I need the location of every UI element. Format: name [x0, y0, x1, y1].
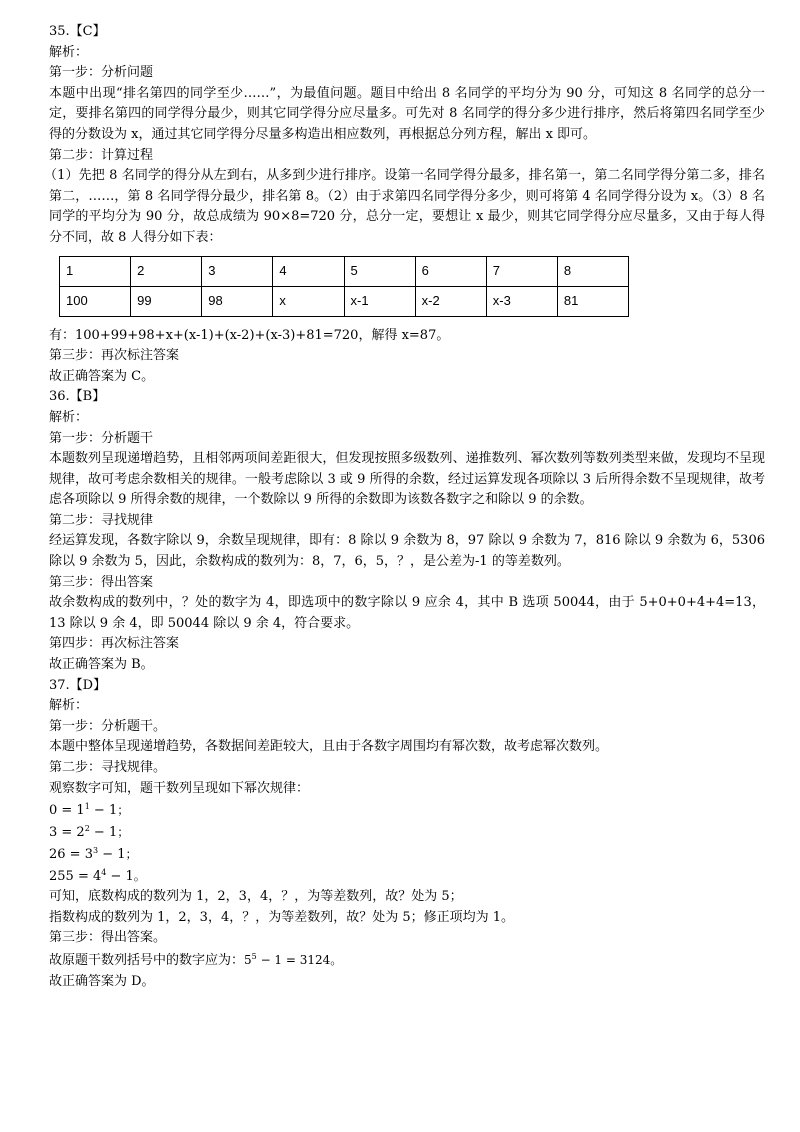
q37-exp-text: 指数构成的数列为 1，2，3，4，？，为等差数列，故？处为 5；修正项均为 1。 — [49, 909, 515, 925]
score-table-rank-row — [60, 256, 629, 286]
q35-step1-text: 本题中出现“排名第四的同学至少……”，为最值问题。题目中给出 8 名同学的平均分为 90 分，可知这 8 名同学的总分一定，要排名第四的同学得分最少，则其它同学得分应尽量多。可先对 8 名同学的得分多少进行排序，然后将第四名同学至少得的分数设为 x，通过其它同学得分尽量多构造出相应数列，再根据总分列方程，解出 x 即可。 — [49, 85, 765, 142]
score-table — [59, 256, 629, 317]
q35-step2-title: 第二步：计算过程 — [49, 147, 154, 163]
table-cell: 4 — [273, 256, 344, 286]
q35-title: 35.【C】 — [49, 24, 106, 39]
power-formula: $3 = 2^2 - 1$； — [49, 824, 130, 841]
table-cell: 98 — [202, 286, 273, 316]
q35-step2-text: （1）先把 8 名同学的得分从左到右，从多到少进行排序。设第一名同学得分最多，排名第一，第二名同学得分第二多，排名第二，……，第 8 名同学得分最少，排名第 8。（2）由于求第四名同学得分多少，则可将第 4 名同学得分设为 x。（3）8 名同学的平均分为 90 分，故总成绩为 90×8=720 分，总分一定，要想让 x 最少，则其它同学得分应尽量多，又由于每人得分不同，故 8 人得分如下表： — [44, 168, 765, 245]
table-cell: x-2 — [415, 286, 486, 316]
q35-conclusion: 故正确答案为 C。 — [49, 368, 155, 384]
q36-step3-title: 第三步：得出答案 — [49, 574, 154, 590]
q37-step2-title: 第二步：寻找规律。 — [49, 760, 167, 775]
table-cell: 5 — [344, 256, 415, 286]
table-cell: 1 — [60, 256, 131, 286]
q37-analysis-label: 解析： — [49, 698, 89, 714]
q36-analysis-label: 解析： — [49, 409, 89, 425]
table-cell: 6 — [415, 256, 486, 286]
q35-step3-title: 第三步：再次标注答案 — [49, 348, 180, 364]
table-cell: 3 — [202, 256, 273, 286]
table-cell: 99 — [131, 286, 202, 316]
table-cell: x-1 — [344, 286, 415, 316]
table-cell: x-3 — [486, 286, 557, 316]
table-cell: 2 — [131, 256, 202, 286]
table-cell: 7 — [486, 256, 557, 286]
q37-conclusion: 故正确答案为 D。 — [49, 973, 155, 989]
answer-page — [44, 22, 765, 992]
q36-step2-title: 第二步：寻找规律 — [49, 512, 154, 528]
power-formula: $0 = 1^1 - 1$； — [49, 802, 130, 819]
q36-step4-title: 第四步：再次标注答案 — [49, 636, 180, 652]
q37-final-answer-line: 故原题干数列括号中的数字应为：$5^5 - 1 = 3124$。 — [49, 951, 343, 968]
q35-analysis-label: 解析： — [49, 44, 89, 60]
table-cell: 81 — [557, 286, 628, 316]
q36-step1-text: 本题数列呈现递增趋势，且相邻两项间差距很大，但发现按照多级数列、递推数列、幂次数列等数列类型来做，发现均不呈现规律，故可考虑余数相关的规律。一般考虑除以 3 或 9 所得的余数，经过运算发现各项除以 3 后所得余数不呈现规律，故考虑各项除以 9 所得余数的规律，一个数除以 9 所得的余数即为该数各数字之和除以 9 的余数。 — [49, 451, 765, 508]
power-formula: $26 = 3^3 - 1$； — [49, 846, 138, 863]
table-cell: x — [273, 286, 344, 316]
q37-step3-title: 第三步：得出答案。 — [49, 930, 167, 946]
q37-step1-title: 第一步：分析题干。 — [49, 718, 167, 734]
q37-step1-text: 本题中整体呈现递增趋势，各数据间差距较大，且由于各数字周围均有幂次数，故考虑幂次数列。 — [49, 739, 609, 755]
final-formula: $5^5 - 1 = 3124$。 — [244, 951, 343, 967]
q35-equation: 有：100+99+98+x+(x-1)+(x-2)+(x-3)+81=720，解得 x=87。 — [49, 327, 450, 343]
score-table-score-row — [60, 286, 629, 316]
q36-step1-title: 第一步：分析题干 — [49, 430, 154, 446]
q35-step1-title: 第一步：分析问题 — [49, 65, 154, 81]
power-formula: $255 = 4^4 - 1$。 — [49, 868, 146, 885]
q36-step3-text: 故余数构成的数列中，？处的数字为 4，即选项中的数字除以 9 应余 4，其中 B 选项 50044，由于 5+0+0+4+4=13，13 除以 9 余 4，即 50044 除以 9 余 4，符合要求。 — [49, 595, 765, 631]
q37-title: 37.【D】 — [49, 677, 107, 693]
table-cell: 100 — [60, 286, 131, 316]
q36-step2-text: 经运算发现，各数字除以 9，余数呈现规律，即有：8 除以 9 余数为 8，97 除以 9 余数为 7，816 除以 9 余数为 6，5306 除以 9 余数为 5，因此，余数构成的数列为：8，7，6，5，？，是公差为-1 的等差数列。 — [49, 533, 765, 570]
q36-conclusion: 故正确答案为 B。 — [49, 657, 154, 673]
q37-step2-text: 观察数字可知，题干数列呈现如下幂次规律： — [49, 780, 310, 796]
q36-title: 36.【B】 — [49, 389, 106, 405]
table-cell: 8 — [557, 256, 628, 286]
q37-base-text: 可知，底数构成的数列为 1，2，3，4，？，为等差数列，故？处为 5； — [49, 889, 463, 905]
